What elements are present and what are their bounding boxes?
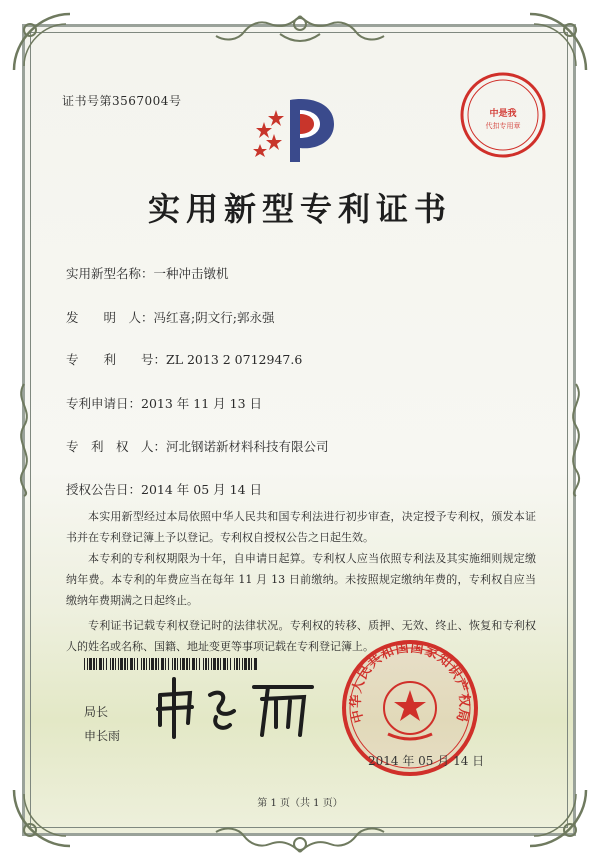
svg-text:中是我: 中是我 [489, 109, 517, 119]
left-ornament-icon [12, 380, 36, 500]
patent-office-logo-icon [250, 92, 340, 166]
bottom-ornament-icon [210, 820, 390, 854]
page-number: 第 1 页（共 1 页） [257, 798, 343, 809]
svg-text:中华人民共和国国家知识产权局: 中华人民共和国国家知识产权局 [348, 640, 472, 725]
field-label: 专利申请日： [66, 396, 142, 411]
seal-date: 2014 年 05 月 14 日 [368, 754, 485, 768]
corner-ornament-icon [10, 10, 80, 80]
agency-stamp-icon [458, 70, 548, 160]
corner-ornament-icon [520, 780, 590, 850]
top-ornament-icon [210, 14, 390, 48]
field-patent-number [66, 350, 302, 368]
field-label: 发 明 人： [66, 310, 154, 325]
corner-ornament-icon [10, 780, 80, 850]
field-filing-date [66, 394, 262, 412]
certificate-number: 证书号第3567004号 [62, 94, 182, 108]
field-label: 专 利 号： [66, 352, 167, 367]
body-paragraph: 本专利的专利权期限为十年，自申请日起算。专利权人应当依照专利法及其实施细则规定缴纳年费。本专利的年费应当在每年 11 月 13 日前缴纳。未按照规定缴纳年费的，专利权自应当缴纳年费期满之日起终止。 [66, 552, 536, 607]
right-ornament-icon [564, 380, 588, 500]
field-grant-date [66, 480, 262, 498]
field-patentee [66, 437, 329, 455]
director-title: 局长 [84, 705, 109, 719]
field-value: 河北钢诺新材料科技有限公司 [166, 439, 329, 454]
field-utility-model-name [66, 264, 229, 282]
field-label: 专 利 权 人： [66, 439, 167, 454]
page-title: 实用新型专利证书 [147, 190, 452, 228]
field-value: 一种冲击镦机 [153, 266, 229, 281]
field-value: 冯红喜;阴文行;郭永强 [153, 310, 275, 325]
body-paragraph: 本实用新型经过本局依照中华人民共和国专利法进行初步审查，决定授予专利权，颁发本证书并在专利登记簿上予以登记。专利权自授权公告之日起生效。 [66, 510, 536, 544]
director-name: 申长雨 [84, 729, 121, 743]
field-label: 实用新型名称： [66, 266, 154, 281]
field-label: 授权公告日： [66, 482, 142, 497]
svg-text:代扣专用章: 代扣专用章 [485, 122, 521, 130]
field-inventor [66, 308, 274, 326]
director-signature-icon [150, 665, 330, 745]
certificate-body [66, 506, 536, 657]
body-paragraph: 专利证书记载专利权登记时的法律状况。专利权的转移、质押、无效、终止、恢复和专利权人的姓名或名称、国籍、地址变更等事项记载在专利登记簿上。 [66, 619, 536, 653]
field-value: 2013 年 11 月 13 日 [141, 396, 263, 411]
field-value: ZL 2013 2 0712947.6 [166, 352, 303, 367]
field-value: 2014 年 05 月 14 日 [141, 482, 263, 497]
